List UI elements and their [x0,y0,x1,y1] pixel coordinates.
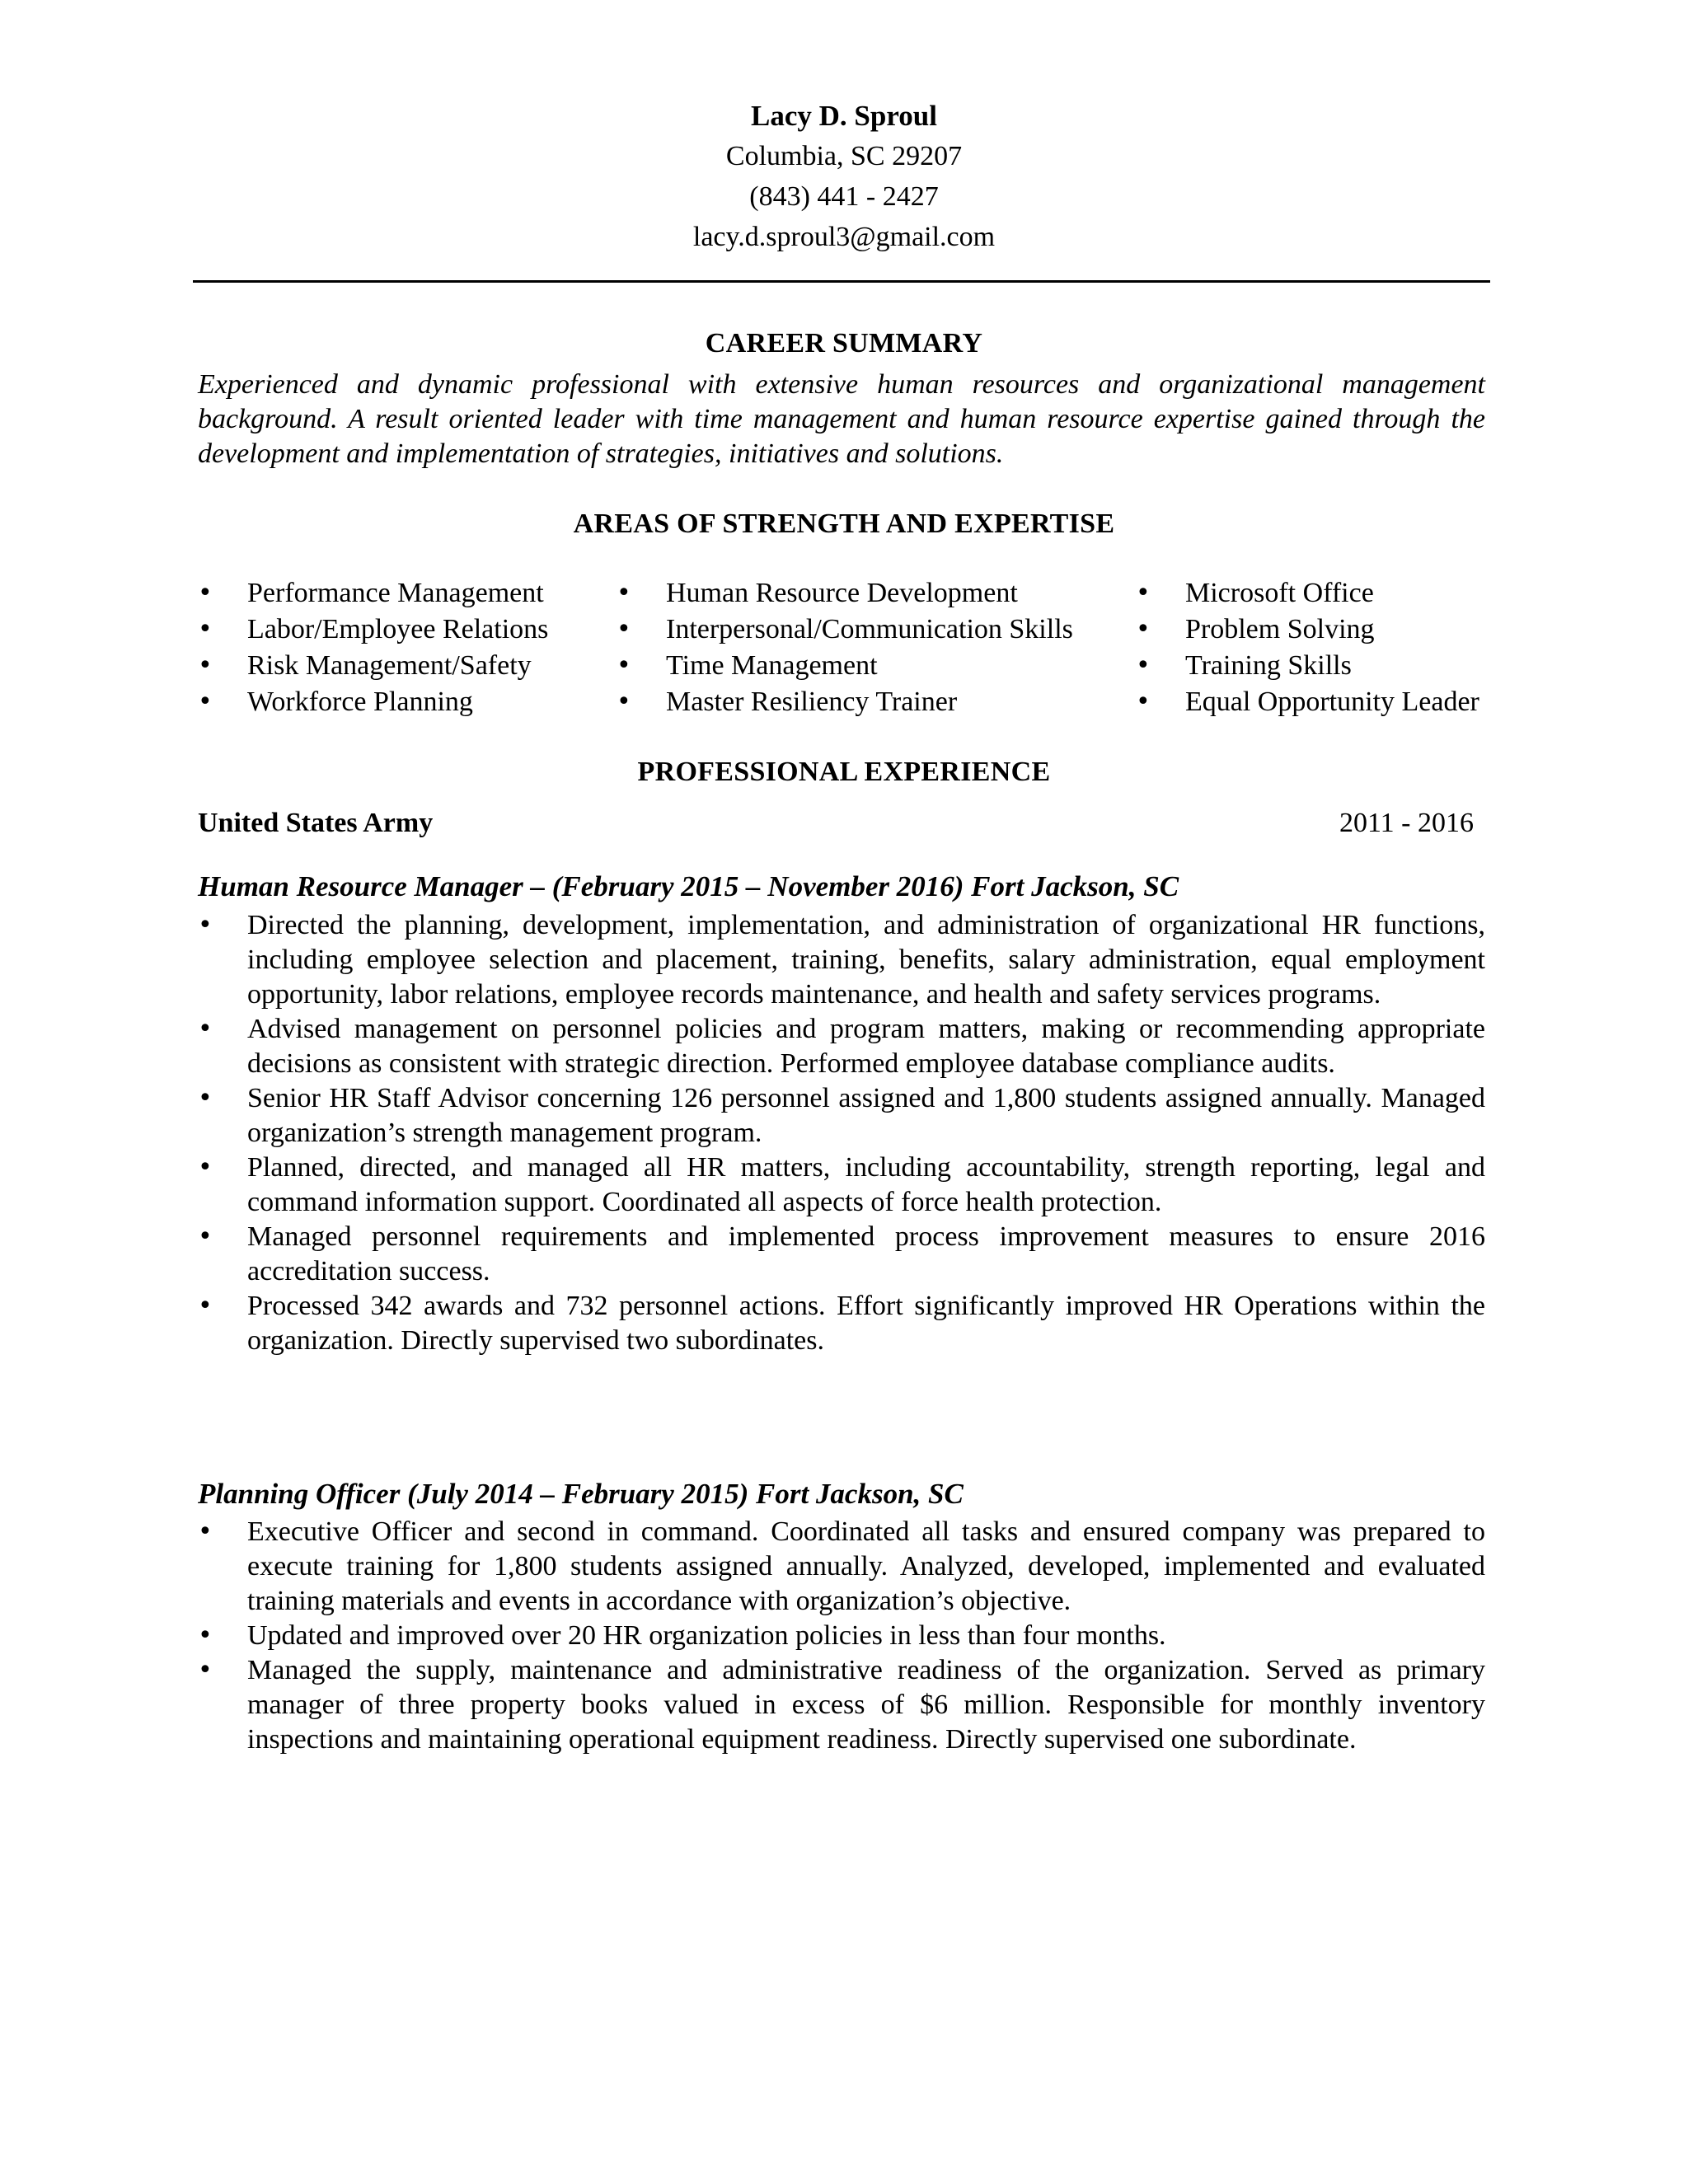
candidate-location: Columbia, SC 29207 [725,141,963,171]
position-title: Human Resource Manager – (February 2015 – November 2016) Fort Jackson, SC [198,870,1179,902]
candidate-email: lacy.d.sproul3@gmail.com [692,222,996,252]
position-bullets [198,908,1485,1358]
skills-column-1 [198,575,548,720]
skill-item: • Master Resiliency Trainer [617,684,1073,720]
bullet-item: • Processed 342 awards and 732 personnel actions. Effort significantly improved HR Operations within the organization. Directly supervised two subordinates. [198,1289,1485,1358]
skill-item: • Performance Management [198,575,548,612]
skill-item: • Equal Opportunity Leader [1136,684,1479,720]
bullet-item: • Planned, directed, and managed all HR matters, including accountability, strength reporting, legal and command information support. Coordinated all aspects of force health protection. [198,1151,1485,1220]
experience-heading: PROFESSIONAL EXPERIENCE [637,757,1051,787]
strengths-heading: AREAS OF STRENGTH AND EXPERTISE [573,509,1115,539]
position-bullets [198,1515,1485,1757]
header-divider [193,280,1490,283]
skill-item: • Labor/Employee Relations [198,612,548,648]
skills-column-2 [617,575,1073,720]
bullet-item: • Executive Officer and second in command. Coordinated all tasks and ensured company was prepared to execute training for 1,800 students assigned annually. Analyzed, developed, implemented and evaluated training materials and events in accordance with organization’s objective. [198,1515,1485,1619]
career-summary-text: Experienced and dynamic professional with extensive human resources and organizational management background. A result oriented leader with time management and human resource expertise gained through the development and implementation of strategies, initiatives and solutions. [198,369,1485,469]
bullet-item: • Updated and improved over 20 HR organization policies in less than four months. [198,1619,1485,1653]
bullet-item: • Managed the supply, maintenance and administrative readiness of the organization. Served as primary manager of three property books valued in excess of $6 million. Responsible for monthly inventory inspections and maintaining operational equipment readiness. Directly supervised one subordinate. [198,1653,1485,1757]
skill-item: • Time Management [617,648,1073,684]
skills-column-3 [1136,575,1479,720]
bullet-item: • Senior HR Staff Advisor concerning 126 personnel assigned and 1,800 students assigned annually. Managed organization’s strength management program. [198,1081,1485,1151]
candidate-name: Lacy D. Sproul [751,100,937,132]
skill-item: • Risk Management/Safety [198,648,548,684]
skill-item: • Workforce Planning [198,684,548,720]
skill-item: • Interpersonal/Communication Skills [617,612,1073,648]
employer-dates: 2011 - 2016 [1339,808,1474,838]
contact-header [0,96,1688,257]
bullet-item: • Managed personnel requirements and implemented process improvement measures to ensure 2016 accreditation success. [198,1220,1485,1289]
career-summary-heading: CAREER SUMMARY [705,328,983,359]
position-title: Planning Officer (July 2014 – February 2015) Fort Jackson, SC [198,1478,964,1510]
bullet-item: • Advised management on personnel policies and program matters, making or recommending appropriate decisions as consistent with strategic direction. Performed employee database compliance audits. [198,1012,1485,1081]
skill-item: • Problem Solving [1136,612,1479,648]
employer-name: United States Army [198,808,434,838]
skill-item: • Human Resource Development [617,575,1073,612]
candidate-phone: (843) 441 - 2427 [749,181,939,212]
skill-item: • Microsoft Office [1136,575,1479,612]
skill-item: • Training Skills [1136,648,1479,684]
bullet-item: • Directed the planning, development, implementation, and administration of organizational HR functions, including employee selection and placement, training, benefits, salary administration, equal employment opportunity, labor relations, employee records maintenance, and health and safety services programs. [198,908,1485,1012]
